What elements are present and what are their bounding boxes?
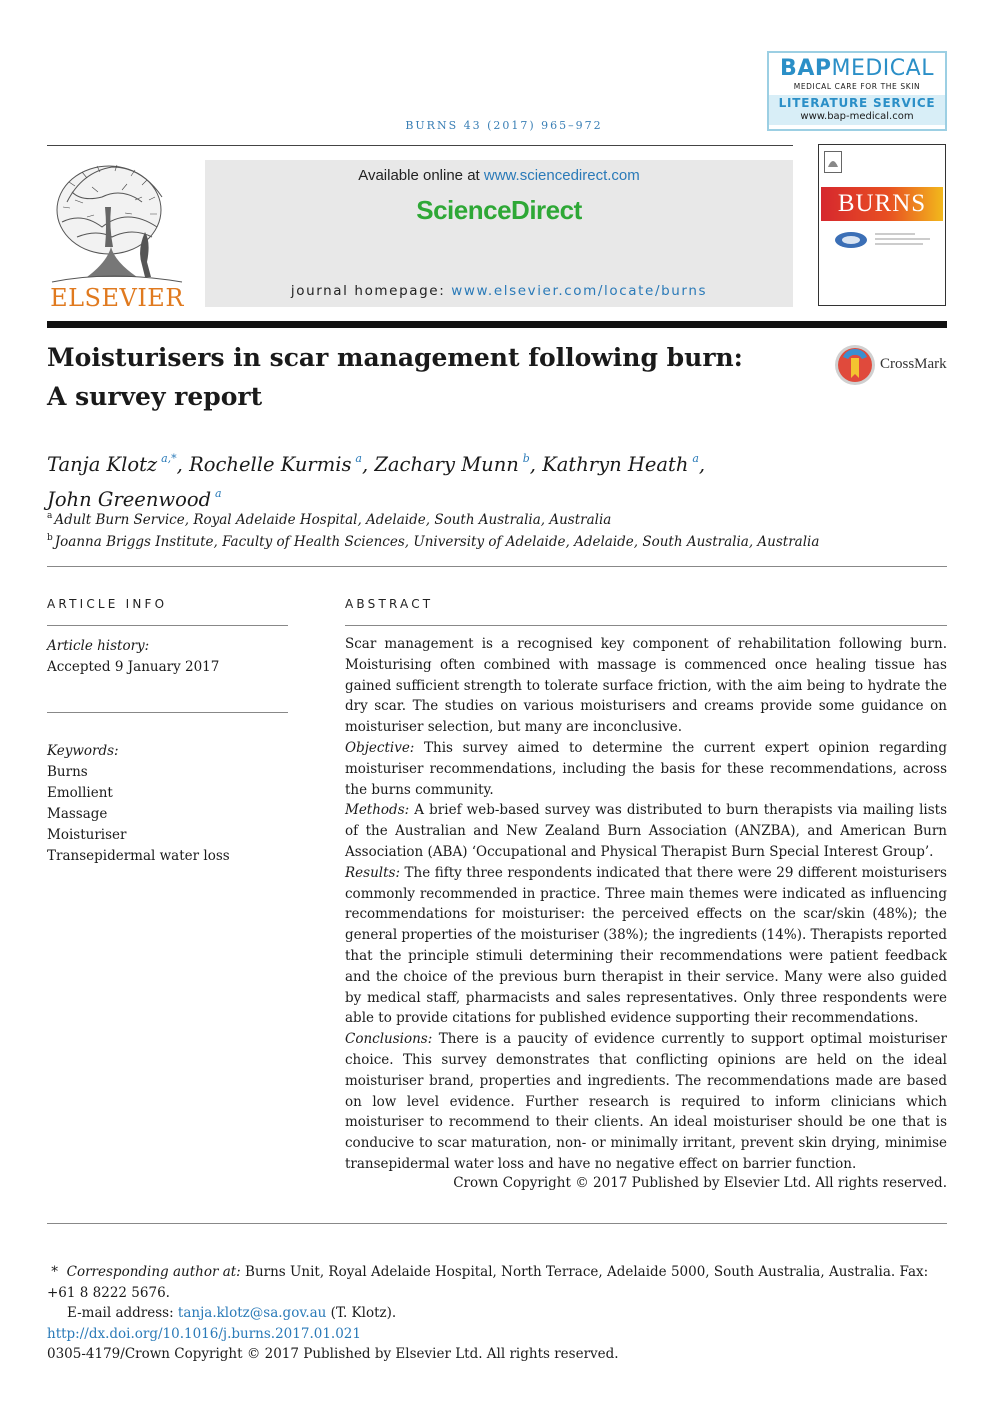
affiliation-a: $^a$ Adult Burn Service, Royal Adelaide Hospital, Adelaide, South Australia, Australia (47, 511, 612, 528)
article-info-heading: ARTICLE INFO (47, 597, 168, 611)
stamp-service: LITERATURE SERVICE (769, 95, 945, 110)
issn-line: 0305-4179/Crown Copyright © 2017 Published by Elsevier Ltd. All rights reserved. (47, 1346, 619, 1363)
cover-small-print (875, 231, 935, 247)
journal-reference: BURNS 43 (2017) 965–972 (405, 119, 603, 132)
abstract-objective: Objective: This survey aimed to determine the current expert opinion regarding moisturiser recommendations, including the basis for these recommendations, across the burns community. (345, 739, 947, 798)
author: Zachary Munn $^b$, (374, 452, 543, 476)
available-online-text: Available online at www.sciencedirect.com (358, 167, 640, 184)
affiliation-b: $^b$ Joanna Briggs Institute, Faculty of Health Sciences, University of Adelaide, Adelaide, South Australia, Australia (47, 533, 820, 550)
keyword: Moisturiser (47, 827, 127, 843)
email-line: E-mail address: tanja.klotz@sa.gov.au (T. Klotz). (67, 1305, 397, 1322)
abstract-methods: Methods: A brief web-based survey was distributed to burn therapists via mailing lists of the Australian and New Zealand Burn Association (ANZBA), and American Burn Association (ABA) ‘Occupational and Physical Therapist Burn Special Interest Group’. (345, 802, 947, 860)
cover-society-icon (831, 229, 871, 251)
stamp-brand: BAPMEDICAL (780, 56, 934, 81)
paper-title-line2: A survey report (47, 382, 263, 411)
author: Rochelle Kurmis $^a$, (189, 452, 375, 476)
author: Tanja Klotz $^{a,*}$, (47, 452, 190, 476)
crossmark-label[interactable]: CrossMark (880, 356, 947, 372)
paper-title-line1: Moisturisers in scar management following burn: (47, 343, 743, 372)
keyword: Massage (47, 806, 108, 822)
abstract-copyright: Crown Copyright © 2017 Published by Elsevier Ltd. All rights reserved. (453, 1175, 947, 1191)
stamp-tagline: MEDICAL CARE FOR THE SKIN (793, 82, 921, 91)
footnote-rule (47, 1223, 947, 1224)
keywords-rule (47, 712, 288, 713)
cover-title: BURNS (837, 190, 927, 217)
author: Kathryn Heath $^a$, (542, 452, 706, 476)
footnote (47, 1262, 947, 1365)
author-affiliation-marker[interactable]: a (214, 487, 222, 500)
keywords-block (47, 741, 288, 867)
author-affiliation-marker[interactable]: b (522, 452, 530, 465)
abstract-intro: Scar management is a recognised key component of rehabilitation following burn. Moisturising often combined with massage is commenced once healing tissue has gained sufficient strength to tolerate surface friction, with the aim being to hydrate the dry scar. The studies on various moisturisers and creams provide some guidance on moisturiser selection, but many are inconclusive. (345, 636, 947, 736)
abstract-conclusions: Conclusions: There is a paucity of evidence currently to support optimal moisturiser choice. This survey demonstrates that conflicting opinions are held on the ideal moisturiser brand, properties and ingredients. The recommendations made are based on low level evidence. Further research is required to inform clinicians which moisturiser to recommend to their clients. An ideal moisturiser should be one that is conducive to scar maturation, non- or minimally irritant, prevent skin drying, minimise transepidermal water loss and have no negative effect on barrier function. (345, 1031, 947, 1172)
elsevier-wordmark: ELSEVIER (50, 284, 184, 312)
header-rule (47, 145, 793, 146)
header-thick-rule (47, 321, 947, 328)
author: John Greenwood $^a$ (47, 487, 222, 511)
abstract-body (345, 634, 947, 1175)
article-info (47, 636, 288, 678)
article-info-rule (47, 625, 288, 626)
stamp-url: www.bap-medical.com (769, 110, 945, 125)
keyword: Emollient (47, 785, 113, 801)
journal-homepage: journal homepage: www.elsevier.com/locate/burns (290, 283, 708, 299)
keyword: Burns (47, 764, 88, 780)
article-history-value: Accepted 9 January 2017 (47, 659, 220, 675)
sciencedirect-logo: ScienceDirect (416, 195, 582, 225)
sciencedirect-link[interactable]: www.sciencedirect.com (483, 167, 640, 184)
abstract-heading: ABSTRACT (345, 597, 434, 611)
journal-homepage-link[interactable]: www.elsevier.com/locate/burns (451, 283, 708, 299)
keyword: Transepidermal water loss (47, 848, 230, 864)
keywords-label: Keywords: (47, 743, 119, 759)
journal-cover (818, 144, 946, 306)
cover-elsevier-icon (824, 151, 842, 173)
article-history-label: Article history: (47, 638, 150, 654)
author-list (47, 444, 947, 514)
abstract-results: Results: The fifty three respondents indicated that there were 29 different moisturisers commonly recommended in practice. Three main themes were indicated as influencing recommendations for moisturiser: the perceived effects on the scar/skin (48%); the general properties of the moisturiser (38%); the ingredients (14%). Therapists reported that the principle stimuli determining their recommendations were patient feedback and the choice of the previous burn therapist in their service. Many were also guided by medical staff, pharmacists and sales representatives. Only three respondents were able to provide citations for published evidence supporting their recommendations. (345, 864, 947, 1027)
doi-line (47, 1324, 947, 1345)
author-affiliation-marker[interactable]: a (355, 452, 362, 465)
author-affiliation-marker[interactable]: a,* (161, 452, 177, 465)
paper-title (47, 338, 807, 416)
affiliations-rule (47, 566, 947, 567)
author-affiliation-marker[interactable]: a (692, 452, 699, 465)
doi-link[interactable]: http://dx.doi.org/10.1016/j.burns.2017.01.021 (47, 1325, 361, 1342)
corresponding-author-note: * Corresponding author at: Burns Unit, Royal Adelaide Hospital, North Terrace, Adelaide 5000, South Australia, Australia. Fax: +61 8 8222 5676. (47, 1264, 929, 1301)
email-link[interactable]: tanja.klotz@sa.gov.au (177, 1305, 327, 1322)
abstract-rule (345, 625, 947, 626)
